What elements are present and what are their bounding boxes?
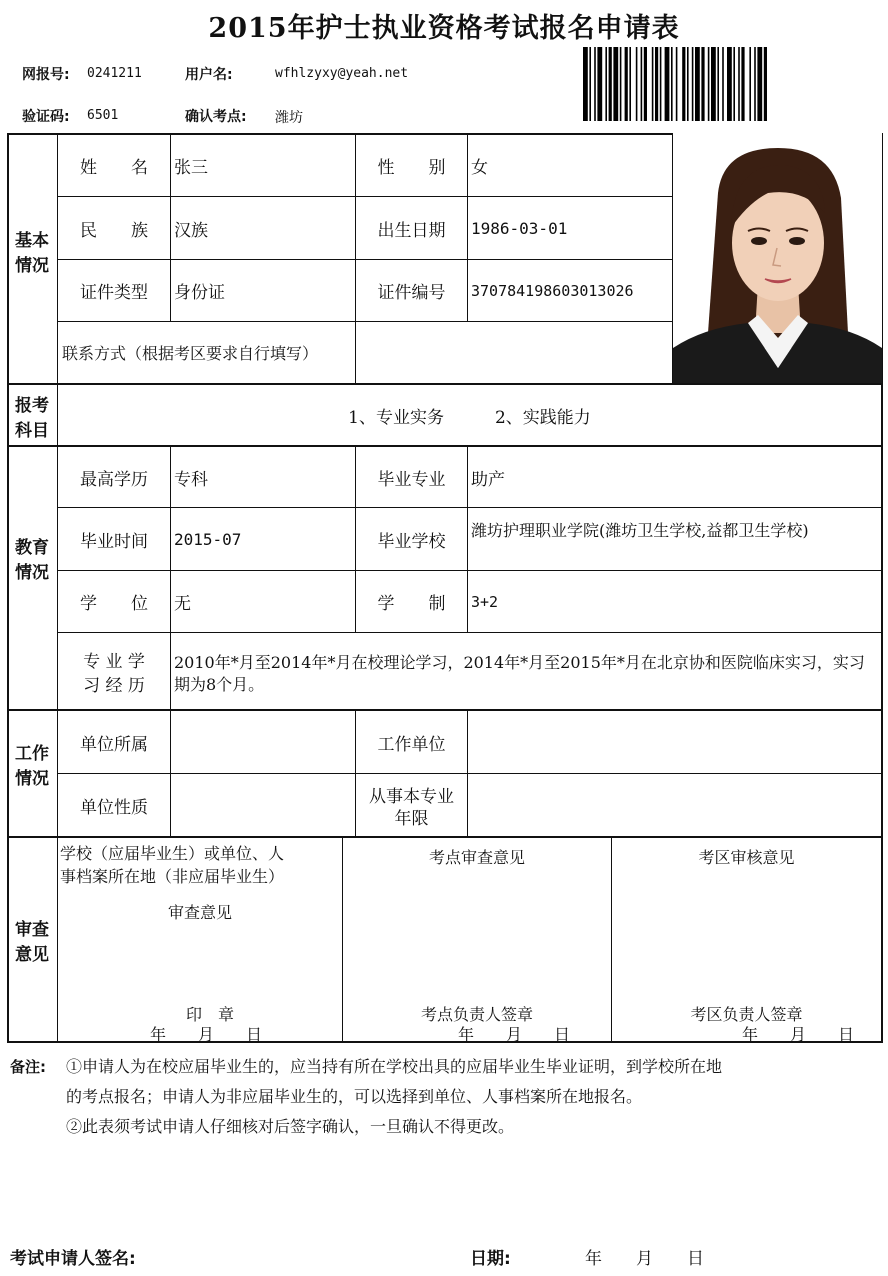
id-type-value: 身份证 <box>174 283 225 303</box>
contact-label: 联系方式（根据考区要求自行填写） <box>62 344 319 363</box>
footer-date-label: 日期: <box>470 1249 511 1269</box>
review-col3-title: 考区审核意见 <box>698 848 795 867</box>
id-no-value: 370784198603013026 <box>471 281 634 300</box>
verify-value: 6501 <box>87 108 119 123</box>
name-value: 张三 <box>174 158 208 178</box>
major-value: 助产 <box>471 469 505 490</box>
birth-label: 出生日期 <box>377 220 446 241</box>
signature-label: 考试申请人签名: <box>10 1249 136 1269</box>
history-value: 2010年*月至2014年*月在校理论学习，2014年*月至2015年*月在北京协和医院临床实习，实习期为8个月。 <box>174 653 865 694</box>
years-label: 从事本专业 年限 <box>369 787 454 829</box>
site-label: 确认考点: <box>185 109 247 125</box>
notes-line-2: 的考点报名；申请人为非应届毕业生的，可以选择到单位、人事档案所在地报名。 <box>66 1087 643 1106</box>
school-label: 毕业学校 <box>377 531 446 552</box>
review-col1-title: 学校（应届毕业生）或单位、人 事档案所在地（非应届毕业生） <box>60 844 285 886</box>
user-label: 用户名: <box>185 67 233 83</box>
footer-date-text: 年 月 日 <box>585 1249 704 1269</box>
employer-value[interactable] <box>471 711 879 773</box>
birth-value: 1986-03-01 <box>471 218 568 238</box>
subjects-value: 1、专业实务 2、实践能力 <box>348 407 591 428</box>
review-col3-seal: 考区负责人签章 <box>690 1005 803 1024</box>
degree-value: 专科 <box>174 469 208 490</box>
employer-label: 工作单位 <box>377 734 446 755</box>
degree-label: 最高学历 <box>80 469 148 490</box>
review-col3-date: 年 月 日 <box>742 1025 855 1044</box>
years-value[interactable] <box>471 774 879 836</box>
school-value: 潍坊护理职业学院(潍坊卫生学校,益都卫生学校) <box>471 521 809 540</box>
xuewei-value: 无 <box>174 594 191 614</box>
section-education: 教育 情况 <box>15 538 49 583</box>
xuezhi-value: 3+2 <box>471 592 499 611</box>
id-type-label: 证件类型 <box>80 283 148 303</box>
verify-label: 验证码: <box>22 109 70 125</box>
ethnic-label: 民 族 <box>80 220 148 241</box>
name-label: 姓 名 <box>80 158 148 178</box>
gender-label: 性 别 <box>377 158 446 178</box>
section-review: 审查 意见 <box>15 920 49 965</box>
notes-label: 备注: <box>10 1058 46 1076</box>
grad-time-value: 2015-07 <box>174 529 242 549</box>
site-value: 潍坊 <box>275 110 303 126</box>
section-work: 工作 情况 <box>15 744 49 789</box>
form-title: 2015年护士执业资格考试报名申请表 <box>208 13 680 44</box>
major-label: 毕业专业 <box>377 469 446 490</box>
user-value: wfhlzyxy@yeah.net <box>275 66 409 81</box>
notes-line-1: ①申请人为在校应届毕业生的，应当持有所在学校出具的应届毕业生毕业证明，到学校所在地 <box>66 1057 723 1076</box>
affiliation-value[interactable] <box>174 711 352 773</box>
applicant-photo <box>673 133 882 383</box>
review-col1-subtitle: 审查意见 <box>167 903 232 922</box>
review-col2-date: 年 月 日 <box>458 1025 571 1044</box>
xuewei-label: 学 位 <box>80 594 148 614</box>
section-subjects: 报考 科目 <box>15 396 49 441</box>
xuezhi-label: 学 制 <box>377 594 446 614</box>
history-label: 专 业 学 习 经 历 <box>83 652 145 696</box>
ethnic-value: 汉族 <box>174 220 208 241</box>
review-col1-date: 年 月 日 <box>150 1025 263 1044</box>
net-no-label: 网报号: <box>22 67 70 83</box>
section-basic: 基本 情况 <box>15 231 49 276</box>
gender-value: 女 <box>471 158 488 178</box>
review-col1-seal: 印 章 <box>185 1005 234 1024</box>
affiliation-label: 单位所属 <box>80 734 148 755</box>
id-no-label: 证件编号 <box>377 283 446 303</box>
review-col2-seal: 考点负责人签章 <box>420 1005 533 1024</box>
nature-label: 单位性质 <box>80 797 148 818</box>
grad-time-label: 毕业时间 <box>80 531 148 552</box>
net-no-value: 0241211 <box>87 66 142 81</box>
notes-line-3: ②此表须考试申请人仔细核对后签字确认，一旦确认不得更改。 <box>66 1117 515 1136</box>
barcode-icon <box>583 47 867 121</box>
notes-body <box>66 1052 882 1142</box>
nature-value[interactable] <box>174 774 352 836</box>
review-col2-title: 考点审查意见 <box>428 848 525 867</box>
